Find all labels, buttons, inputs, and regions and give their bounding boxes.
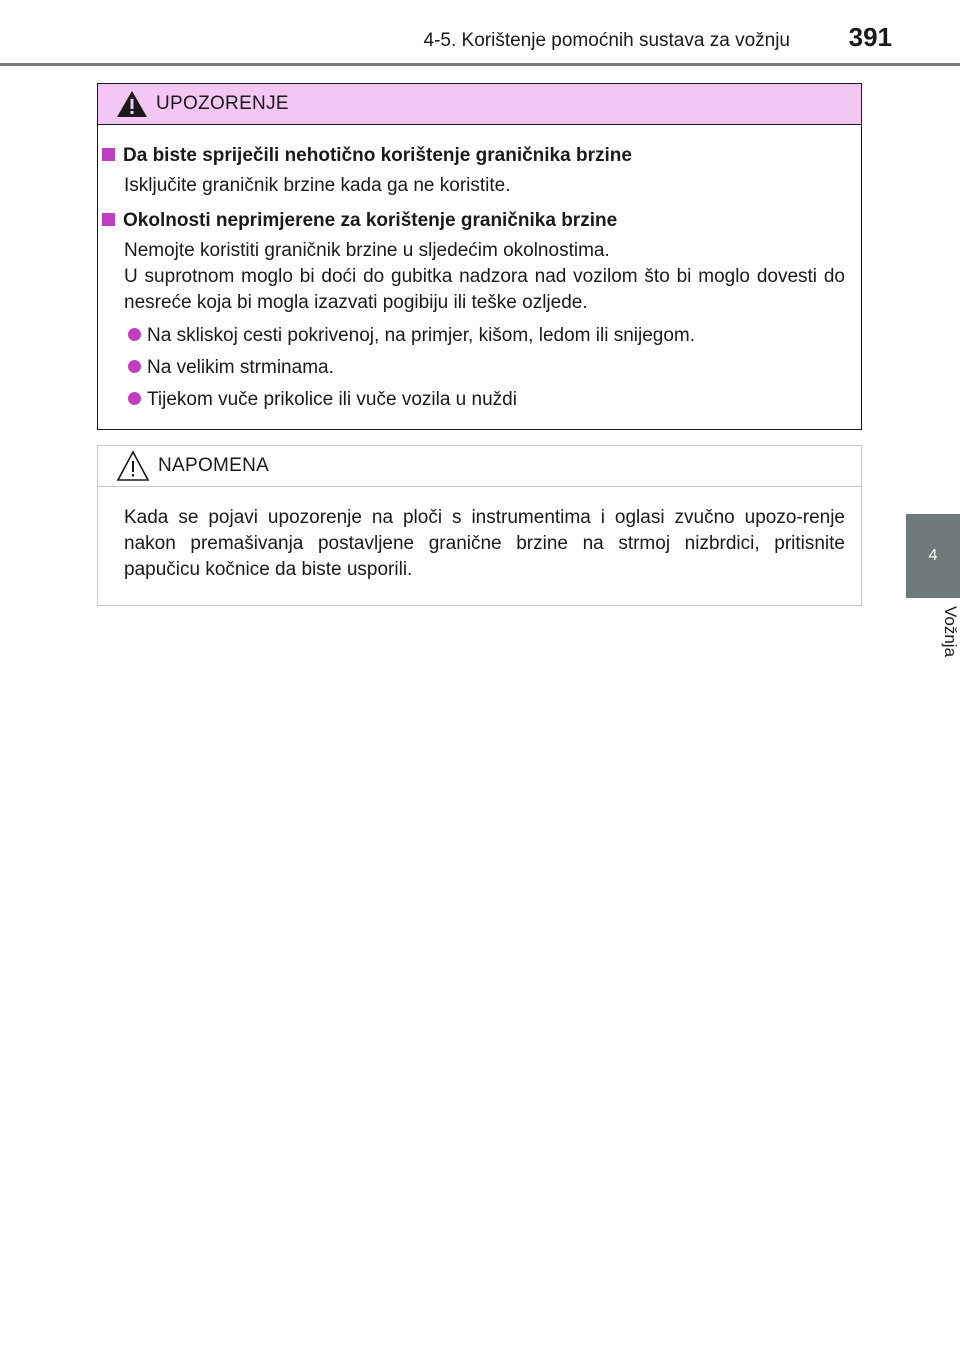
- section-title: 4-5. Korištenje pomoćnih sustava za vožnju: [423, 30, 790, 51]
- paragraph: Nemojte koristiti graničnik brzine u sljedećim okolnostima.: [124, 240, 610, 261]
- paragraph: U suprotnom moglo bi doći do gubitka nadzora nad vozilom što bi moglo dovesti do nesreće koja bi mogla izazvati pogibiju ili teške ozljede.: [124, 266, 845, 313]
- warning-triangle-filled-icon: [116, 90, 148, 118]
- list-item: [128, 355, 845, 381]
- note-header: [98, 446, 861, 487]
- heading-text: Da biste spriječili nehotično korištenje graničnika brzine: [123, 145, 632, 166]
- warning-box: [97, 83, 862, 430]
- chapter-number: 4: [928, 547, 938, 564]
- chapter-tab: [906, 514, 960, 598]
- paragraph: Isključite graničnik brzine kada ga ne koristite.: [124, 175, 511, 196]
- warning-section-heading: [102, 143, 845, 169]
- warning-title: UPOZORENJE: [156, 93, 289, 114]
- warning-section-heading: [102, 208, 845, 234]
- list-item: [128, 323, 845, 349]
- caution-triangle-outline-icon: [116, 450, 150, 482]
- page-number: 391: [848, 22, 892, 52]
- heading-text: Okolnosti neprimjerene za korištenje graničnika brzine: [123, 210, 618, 231]
- note-title: NAPOMENA: [158, 455, 270, 476]
- round-bullet-icon: [128, 328, 141, 341]
- note-text: Kada se pojavi upozorenje na ploči s instrumentima i oglasi zvučno upozo-renje nakon premašivanja postavljene granične brzine na strmoj nizbrdici, pritisnite papučicu kočnice da biste usporili.: [124, 507, 845, 580]
- round-bullet-icon: [128, 360, 141, 373]
- warning-header: [98, 84, 861, 125]
- note-box: [97, 445, 862, 606]
- chapter-label: Vožnja: [941, 606, 960, 658]
- square-bullet-icon: [102, 213, 115, 226]
- header-divider: [0, 63, 960, 66]
- list-item: [128, 387, 845, 413]
- list-item-text: Na velikim strminama.: [147, 357, 334, 378]
- list-item-text: Na skliskoj cesti pokrivenoj, na primjer, kišom, ledom ili snijegom.: [147, 325, 696, 346]
- list-item-text: Tijekom vuče prikolice ili vuče vozila u nuždi: [147, 389, 517, 410]
- round-bullet-icon: [128, 392, 141, 405]
- square-bullet-icon: [102, 148, 115, 161]
